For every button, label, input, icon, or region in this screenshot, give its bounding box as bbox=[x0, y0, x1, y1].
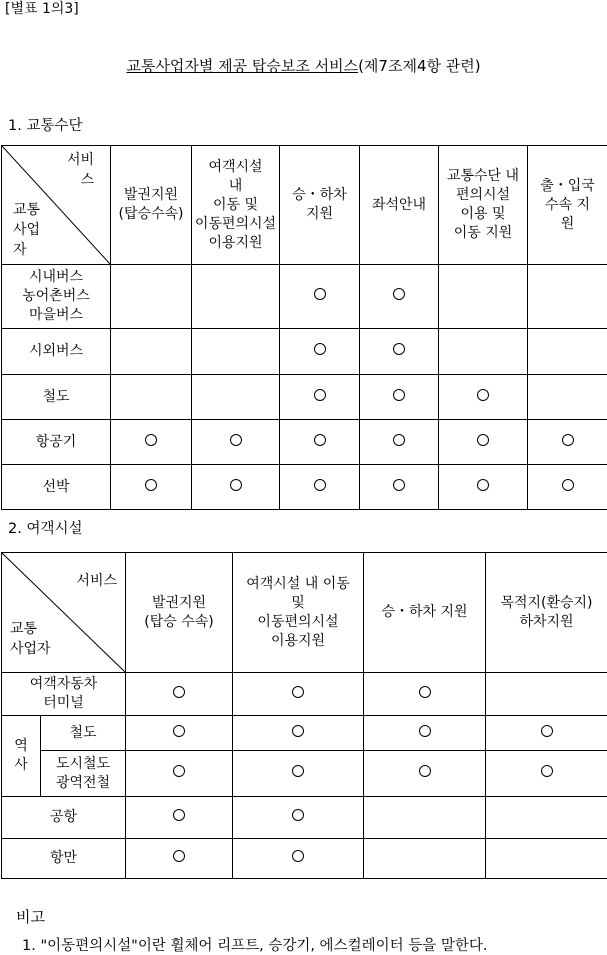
table2-cell bbox=[233, 797, 364, 839]
table1-row bbox=[2, 265, 607, 329]
remark-item-1: 1. "이동편의시설"이란 휠체어 리프트, 승강기, 에스컬레이터 등을 말한다. bbox=[22, 934, 487, 955]
table1-column-header: 출・입국 수속 지 원 bbox=[528, 146, 607, 265]
table2-corner-cell bbox=[2, 553, 126, 673]
table1-column-header: 교통수단 내 편의시설 이용 및 이동 지원 bbox=[439, 146, 528, 265]
circle-mark-icon bbox=[292, 809, 304, 821]
table1-cell bbox=[528, 265, 607, 329]
table2-cell bbox=[364, 673, 486, 716]
circle-mark-icon bbox=[419, 765, 431, 777]
circle-mark-icon bbox=[562, 434, 574, 446]
circle-mark-icon bbox=[173, 765, 185, 777]
table2-cell bbox=[233, 751, 364, 797]
header-label: [별표 1의3] bbox=[5, 0, 79, 18]
table1-cell bbox=[111, 420, 192, 465]
table1-row-label: 철도 bbox=[2, 375, 111, 420]
table1-cell bbox=[360, 329, 439, 375]
circle-mark-icon bbox=[393, 288, 405, 300]
table1-cell bbox=[360, 265, 439, 329]
table1-row bbox=[2, 329, 607, 375]
circle-mark-icon bbox=[393, 434, 405, 446]
table1-cell bbox=[360, 420, 439, 465]
circle-mark-icon bbox=[314, 343, 326, 355]
circle-mark-icon bbox=[314, 288, 326, 300]
table1-cell bbox=[360, 465, 439, 510]
circle-mark-icon bbox=[314, 479, 326, 491]
table1-cell bbox=[192, 265, 280, 329]
table1-corner-cell bbox=[2, 146, 111, 265]
circle-mark-icon bbox=[477, 434, 489, 446]
table2-row-label: 항만 bbox=[2, 839, 126, 879]
table1-corner-bottom: 교통 사업 자 bbox=[13, 200, 40, 260]
table2-row bbox=[2, 673, 607, 716]
circle-mark-icon bbox=[173, 725, 185, 737]
table2-cell bbox=[126, 751, 233, 797]
circle-mark-icon bbox=[230, 479, 242, 491]
table2-cell bbox=[233, 716, 364, 751]
circle-mark-icon bbox=[314, 389, 326, 401]
transport-means-table bbox=[1, 145, 607, 510]
table2-cell bbox=[233, 839, 364, 879]
table1-cell bbox=[111, 465, 192, 510]
table1-cell bbox=[280, 265, 360, 329]
table2-cell bbox=[486, 797, 607, 839]
circle-mark-icon bbox=[292, 725, 304, 737]
table1-cell bbox=[439, 465, 528, 510]
table1-cell bbox=[111, 375, 192, 420]
circle-mark-icon bbox=[145, 434, 157, 446]
circle-mark-icon bbox=[173, 809, 185, 821]
table1-row-label: 선박 bbox=[2, 465, 111, 510]
circle-mark-icon bbox=[173, 686, 185, 698]
table2-cell bbox=[126, 839, 233, 879]
table1-corner-top: 서비 스 bbox=[67, 150, 94, 190]
table2-row-label: 철도 bbox=[41, 716, 126, 751]
table2-group-label: 역 사 bbox=[2, 716, 41, 797]
table2-row bbox=[2, 751, 607, 797]
table1-column-header: 여객시설 내 이동 및 이동편의시설 이용지원 bbox=[192, 146, 280, 265]
table2-row bbox=[2, 797, 607, 839]
section2-heading: 2. 여객시설 bbox=[8, 517, 82, 538]
circle-mark-icon bbox=[292, 686, 304, 698]
circle-mark-icon bbox=[173, 850, 185, 862]
table1-row-label: 항공기 bbox=[2, 420, 111, 465]
table2-cell bbox=[126, 673, 233, 716]
table2-column-header: 목적지(환승지) 하차지원 bbox=[486, 553, 607, 673]
table1-cell bbox=[528, 329, 607, 375]
table2-cell bbox=[364, 751, 486, 797]
table1-cell bbox=[192, 465, 280, 510]
document-title bbox=[0, 55, 607, 76]
title-suffix: (제7조제4항 관련) bbox=[358, 57, 481, 75]
table2-cell bbox=[126, 797, 233, 839]
table1-cell bbox=[280, 465, 360, 510]
remarks-heading: 비고 bbox=[16, 906, 45, 927]
title-main: 교통사업자별 제공 탑승보조 서비스 bbox=[126, 57, 358, 75]
circle-mark-icon bbox=[541, 765, 553, 777]
table2-column-header: 승・하차 지원 bbox=[364, 553, 486, 673]
table2-cell bbox=[486, 751, 607, 797]
table2-row bbox=[2, 716, 607, 751]
circle-mark-icon bbox=[314, 434, 326, 446]
table1-cell bbox=[439, 329, 528, 375]
table1-cell bbox=[111, 329, 192, 375]
table1-cell bbox=[192, 420, 280, 465]
table1-cell bbox=[280, 329, 360, 375]
table1-cell bbox=[528, 420, 607, 465]
table2-cell bbox=[364, 797, 486, 839]
table2-cell bbox=[233, 673, 364, 716]
table1-cell bbox=[280, 375, 360, 420]
table2-row-label: 도시철도 광역전철 bbox=[41, 751, 126, 797]
table2-row-label: 공항 bbox=[2, 797, 126, 839]
circle-mark-icon bbox=[419, 725, 431, 737]
table1-column-header: 좌석안내 bbox=[360, 146, 439, 265]
table1-cell bbox=[192, 375, 280, 420]
table1-cell bbox=[528, 375, 607, 420]
table2-cell bbox=[364, 839, 486, 879]
table2-column-header: 여객시설 내 이동 및 이동편의시설 이용지원 bbox=[233, 553, 364, 673]
table1-column-header: 승・하차 지원 bbox=[280, 146, 360, 265]
table2-cell bbox=[486, 839, 607, 879]
table1-row-label: 시외버스 bbox=[2, 329, 111, 375]
table1-row bbox=[2, 465, 607, 510]
section1-heading: 1. 교통수단 bbox=[8, 114, 82, 135]
circle-mark-icon bbox=[393, 479, 405, 491]
table2-column-header: 발권지원 (탑승 수속) bbox=[126, 553, 233, 673]
circle-mark-icon bbox=[419, 686, 431, 698]
table2-cell bbox=[364, 716, 486, 751]
circle-mark-icon bbox=[292, 850, 304, 862]
table2-row-label: 여객자동차 터미널 bbox=[2, 673, 126, 716]
table1-cell bbox=[280, 420, 360, 465]
circle-mark-icon bbox=[541, 725, 553, 737]
table1-cell bbox=[528, 465, 607, 510]
table2-cell bbox=[486, 716, 607, 751]
table1-column-header: 발권지원 (탑승수속) bbox=[111, 146, 192, 265]
circle-mark-icon bbox=[477, 389, 489, 401]
circle-mark-icon bbox=[145, 479, 157, 491]
table1-row-label: 시내버스 농어촌버스 마을버스 bbox=[2, 265, 111, 329]
table1-cell bbox=[439, 265, 528, 329]
passenger-facility-table bbox=[1, 552, 607, 879]
table1-cell bbox=[360, 375, 439, 420]
table1-cell bbox=[439, 375, 528, 420]
circle-mark-icon bbox=[230, 434, 242, 446]
table1-cell bbox=[439, 420, 528, 465]
table1-row bbox=[2, 375, 607, 420]
table1-cell bbox=[192, 329, 280, 375]
circle-mark-icon bbox=[393, 343, 405, 355]
table1-row bbox=[2, 420, 607, 465]
table2-cell bbox=[126, 716, 233, 751]
circle-mark-icon bbox=[393, 389, 405, 401]
table2-row bbox=[2, 839, 607, 879]
table2-corner-bottom: 교통 사업자 bbox=[10, 619, 51, 659]
circle-mark-icon bbox=[562, 479, 574, 491]
circle-mark-icon bbox=[477, 479, 489, 491]
circle-mark-icon bbox=[292, 765, 304, 777]
table2-cell bbox=[486, 673, 607, 716]
table2-corner-top: 서비스 bbox=[76, 571, 117, 591]
table1-cell bbox=[111, 265, 192, 329]
